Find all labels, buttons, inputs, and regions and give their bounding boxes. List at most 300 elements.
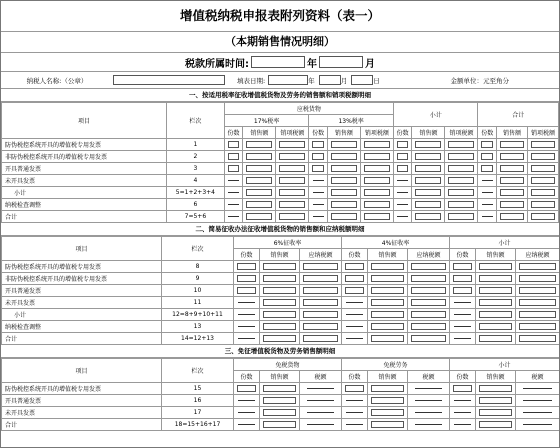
s1-cell-5-3 <box>309 199 328 211</box>
s2-cell-5-3 <box>342 321 368 333</box>
s3-cell-0-0-input[interactable] <box>237 385 256 392</box>
s2-cell-1-8 <box>516 273 560 285</box>
s1-cell-1-11-input[interactable] <box>531 153 555 160</box>
s1-cell-4-6-dash <box>397 192 408 193</box>
s1-cell-4-0 <box>224 187 243 199</box>
s2-cell-6-1-input[interactable] <box>263 335 296 342</box>
s1-cell-6-8-input[interactable] <box>448 213 474 220</box>
s1-cell-3-11 <box>527 175 558 187</box>
s1-cell-2-8-input[interactable] <box>448 165 474 172</box>
s1-cell-6-5-input[interactable] <box>364 213 390 220</box>
s3-cell-0-7-input[interactable] <box>479 385 512 392</box>
s1-row-col: 5=1+2+3+4 <box>167 187 225 199</box>
s2-cell-4-0 <box>234 309 260 321</box>
s2-cell-5-4-input[interactable] <box>371 323 404 330</box>
s1-cell-3-10 <box>497 175 528 187</box>
s1-cell-2-4-input[interactable] <box>331 165 357 172</box>
s2-cell-4-6-dash <box>454 314 470 315</box>
s2-cell-0-1-input[interactable] <box>263 263 296 270</box>
s2-cell-0-4 <box>368 261 408 273</box>
s2-cell-1-4 <box>368 273 408 285</box>
s3-cell-1-4-input[interactable] <box>371 397 404 404</box>
taxpayer-label: 纳税人名称:（公章） <box>26 76 88 85</box>
s2-cell-1-4-input[interactable] <box>371 275 404 282</box>
s2-cell-5-5-input[interactable] <box>411 323 446 330</box>
s1-cell-1-8 <box>445 151 478 163</box>
s1-cell-0-10-input[interactable] <box>500 141 524 148</box>
s2-cell-1-8-input[interactable] <box>519 275 556 282</box>
table-row <box>2 297 560 309</box>
s2-sub-2-2: 应纳税额 <box>516 249 560 261</box>
s2-cell-3-4 <box>368 297 408 309</box>
s1-cell-4-5-input[interactable] <box>364 189 390 196</box>
s1-cell-0-3-input[interactable] <box>312 141 324 148</box>
table-row <box>2 309 560 321</box>
s2-cell-4-1-input[interactable] <box>263 311 296 318</box>
s1-cell-1-10-input[interactable] <box>500 153 524 160</box>
s1-head-col: 栏次 <box>167 103 225 139</box>
s3-head-goods: 免税货物 <box>234 359 342 371</box>
s3-cell-1-5 <box>408 395 450 407</box>
s3-sub-1-1: 销售额 <box>368 371 408 383</box>
s1-cell-2-2-input[interactable] <box>279 165 305 172</box>
s1-cell-6-10-input[interactable] <box>500 213 524 220</box>
s2-cell-2-4 <box>368 285 408 297</box>
s3-cell-1-2-dash <box>307 400 334 401</box>
s1-cell-3-7-input[interactable] <box>415 177 441 184</box>
s1-cell-4-8-input[interactable] <box>448 189 474 196</box>
s2-sub-2-0: 份数 <box>450 249 476 261</box>
s2-sub-2-1: 销售额 <box>476 249 516 261</box>
s2-cell-1-5-input[interactable] <box>411 275 446 282</box>
s3-cell-0-1 <box>260 383 300 395</box>
s1-cell-3-11-input[interactable] <box>531 177 555 184</box>
date-year-input[interactable] <box>268 75 308 85</box>
s2-cell-5-1-input[interactable] <box>263 323 296 330</box>
s1-cell-0-0 <box>224 139 243 151</box>
s1-cell-4-11-input[interactable] <box>531 189 555 196</box>
s3-cell-2-0 <box>234 407 260 419</box>
s1-cell-5-7-input[interactable] <box>415 201 441 208</box>
s2-cell-2-1 <box>260 285 300 297</box>
s1-cell-2-11 <box>527 163 558 175</box>
s1-row-label: 小计 <box>2 187 167 199</box>
s1-cell-1-0-input[interactable] <box>228 153 240 160</box>
s2-cell-5-7-input[interactable] <box>479 323 512 330</box>
s1-sub-0-2: 销项税额 <box>276 127 309 139</box>
s3-cell-2-5 <box>408 407 450 419</box>
s1-cell-6-1-input[interactable] <box>246 213 272 220</box>
date-day-label: 日 <box>373 76 380 85</box>
s2-cell-2-0-input[interactable] <box>237 287 256 294</box>
s1-sub-3-2: 销项税额 <box>527 127 558 139</box>
s1-cell-6-9-dash <box>482 216 493 217</box>
s1-cell-1-6-input[interactable] <box>397 153 409 160</box>
s3-cell-0-3-input[interactable] <box>345 385 364 392</box>
s1-cell-1-9-input[interactable] <box>481 153 493 160</box>
s2-cell-0-0 <box>234 261 260 273</box>
s2-cell-3-7-input[interactable] <box>479 299 512 306</box>
s2-cell-3-2-input[interactable] <box>303 299 338 306</box>
s2-cell-2-1-input[interactable] <box>263 287 296 294</box>
s1-cell-6-7-input[interactable] <box>415 213 441 220</box>
s1-cell-2-5-input[interactable] <box>364 165 390 172</box>
s1-cell-4-1-input[interactable] <box>246 189 272 196</box>
s2-cell-4-5-input[interactable] <box>411 311 446 318</box>
s3-cell-0-5 <box>408 383 450 395</box>
s1-cell-2-1-input[interactable] <box>246 165 272 172</box>
s1-cell-3-4-input[interactable] <box>331 177 357 184</box>
date-month-label: 月 <box>340 76 348 85</box>
s1-cell-5-10-input[interactable] <box>500 201 524 208</box>
s1-sub-1-1: 销售额 <box>327 127 360 139</box>
s2-row-col: 12=8+9+10+11 <box>162 309 234 321</box>
s1-cell-5-2 <box>276 199 309 211</box>
s2-cell-3-4-input[interactable] <box>371 299 404 306</box>
s1-cell-3-9 <box>478 175 497 187</box>
s1-cell-0-9-input[interactable] <box>481 141 493 148</box>
s1-cell-3-6-dash <box>397 180 408 181</box>
section-1-title: 一、按适用税率征收增值税货物及劳务的销售额和销项税额明细 <box>1 89 559 102</box>
s1-cell-4-10-input[interactable] <box>500 189 524 196</box>
s3-cell-3-4-input[interactable] <box>371 421 404 428</box>
s1-cell-0-8-input[interactable] <box>448 141 474 148</box>
s2-cell-1-1-input[interactable] <box>263 275 296 282</box>
s2-cell-5-5 <box>408 321 450 333</box>
s1-cell-6-11-input[interactable] <box>531 213 555 220</box>
s2-cell-6-0-dash <box>238 338 254 339</box>
s1-cell-6-0 <box>224 211 243 223</box>
s1-cell-0-0-input[interactable] <box>228 141 240 148</box>
s2-cell-6-6 <box>450 333 476 345</box>
s2-cell-0-3 <box>342 261 368 273</box>
s2-cell-2-8-input[interactable] <box>519 287 556 294</box>
s2-cell-5-0 <box>234 321 260 333</box>
s1-cell-6-4 <box>327 211 360 223</box>
s3-cell-1-3-dash <box>346 400 362 401</box>
s3-sub-0-1: 销售额 <box>260 371 300 383</box>
s1-cell-2-10-input[interactable] <box>500 165 524 172</box>
s2-cell-4-4-input[interactable] <box>371 311 404 318</box>
s3-body <box>2 383 560 431</box>
s2-cell-3-5 <box>408 297 450 309</box>
section-1-table <box>1 102 559 223</box>
period-month-input[interactable] <box>319 56 363 68</box>
s1-cell-3-2-input[interactable] <box>279 177 305 184</box>
s1-cell-3-1-input[interactable] <box>246 177 272 184</box>
s1-cell-0-1-input[interactable] <box>246 141 272 148</box>
s2-cell-0-7 <box>476 261 516 273</box>
s2-cell-1-0-input[interactable] <box>237 275 256 282</box>
s1-cell-1-0 <box>224 151 243 163</box>
s3-cell-0-5-dash <box>415 388 442 389</box>
s1-head-total: 合计 <box>478 103 559 127</box>
s2-cell-4-8 <box>516 309 560 321</box>
s2-sub-0-2: 应纳税额 <box>300 249 342 261</box>
s1-cell-0-5-input[interactable] <box>364 141 390 148</box>
s1-cell-0-7-input[interactable] <box>415 141 441 148</box>
s2-cell-1-7 <box>476 273 516 285</box>
s2-cell-1-2-input[interactable] <box>303 275 338 282</box>
s1-cell-6-9 <box>478 211 497 223</box>
form-title: 增值税纳税申报表附列资料（表一） <box>1 1 559 32</box>
s2-cell-6-6-dash <box>454 338 470 339</box>
s1-cell-0-11-input[interactable] <box>531 141 555 148</box>
s2-cell-4-8-input[interactable] <box>519 311 556 318</box>
s1-cell-3-5-input[interactable] <box>364 177 390 184</box>
s1-cell-0-8 <box>445 139 478 151</box>
s3-sub-2-1: 销售额 <box>476 371 516 383</box>
s2-cell-6-4-input[interactable] <box>371 335 404 342</box>
s3-cell-1-1 <box>260 395 300 407</box>
s2-cell-5-3-dash <box>346 326 362 327</box>
s3-cell-3-3 <box>342 419 368 431</box>
s1-cell-5-11-input[interactable] <box>531 201 555 208</box>
table-row <box>2 285 560 297</box>
s3-cell-3-4 <box>368 419 408 431</box>
s1-cell-3-8-input[interactable] <box>448 177 474 184</box>
s1-row-col: 4 <box>167 175 225 187</box>
s1-cell-4-0-dash <box>228 192 239 193</box>
s2-cell-6-5-input[interactable] <box>411 335 446 342</box>
s2-cell-3-1-input[interactable] <box>263 299 296 306</box>
table-row <box>2 395 560 407</box>
s3-cell-1-2 <box>300 395 342 407</box>
s1-cell-1-5 <box>360 151 393 163</box>
s2-cell-0-8-input[interactable] <box>519 263 556 270</box>
section-2-table <box>1 236 560 345</box>
s2-cell-1-3-input[interactable] <box>345 275 364 282</box>
s2-cell-0-8 <box>516 261 560 273</box>
s1-cell-0-4-input[interactable] <box>331 141 357 148</box>
s2-cell-0-0-input[interactable] <box>237 263 256 270</box>
s3-cell-3-1-input[interactable] <box>263 421 296 428</box>
s1-cell-1-4-input[interactable] <box>331 153 357 160</box>
s1-cell-5-5-input[interactable] <box>364 201 390 208</box>
s3-sub-2-0: 份数 <box>450 371 476 383</box>
s2-cell-5-6 <box>450 321 476 333</box>
s3-cell-2-4-input[interactable] <box>371 409 404 416</box>
period-year-input[interactable] <box>251 56 305 68</box>
s1-head-item: 项目 <box>2 103 167 139</box>
s1-cell-5-8-input[interactable] <box>448 201 474 208</box>
s2-cell-4-2 <box>300 309 342 321</box>
tax-period-row <box>1 53 559 72</box>
s1-cell-0-6-input[interactable] <box>397 141 409 148</box>
section-3-table <box>1 358 560 431</box>
s3-sub-0-2: 税额 <box>300 371 342 383</box>
s2-cell-6-7-input[interactable] <box>479 335 512 342</box>
s1-cell-6-0-dash <box>228 216 239 217</box>
s2-cell-0-6 <box>450 261 476 273</box>
table-row <box>2 261 560 273</box>
s1-cell-5-1-input[interactable] <box>246 201 272 208</box>
s2-cell-6-8-input[interactable] <box>519 335 556 342</box>
s1-cell-3-6 <box>393 175 412 187</box>
s2-cell-3-5-input[interactable] <box>411 299 446 306</box>
s2-cell-2-3-input[interactable] <box>345 287 364 294</box>
s2-row-label: 非防伪税控系统开具的增值税专用发票 <box>2 273 162 285</box>
s3-cell-0-1-input[interactable] <box>263 385 296 392</box>
s3-head-item: 项目 <box>2 359 162 383</box>
s3-cell-3-0 <box>234 419 260 431</box>
date-month-input[interactable] <box>319 75 341 85</box>
s2-cell-0-7-input[interactable] <box>479 263 512 270</box>
s3-cell-0-3 <box>342 383 368 395</box>
s2-cell-2-4-input[interactable] <box>371 287 404 294</box>
s2-cell-5-0-dash <box>238 326 254 327</box>
s1-cell-6-8 <box>445 211 478 223</box>
s1-cell-1-7-input[interactable] <box>415 153 441 160</box>
s2-cell-0-6-input[interactable] <box>453 263 472 270</box>
s2-cell-1-7-input[interactable] <box>479 275 512 282</box>
s2-cell-0-2-input[interactable] <box>303 263 338 270</box>
table-row <box>2 199 559 211</box>
s2-cell-3-0-dash <box>238 302 254 303</box>
s2-cell-6-3-dash <box>346 338 362 339</box>
s1-row-col: 6 <box>167 199 225 211</box>
s1-cell-5-0 <box>224 199 243 211</box>
s2-sub-1-1: 销售额 <box>368 249 408 261</box>
s1-cell-2-7-input[interactable] <box>415 165 441 172</box>
s2-cell-2-0 <box>234 285 260 297</box>
s2-head-item: 项目 <box>2 237 162 261</box>
table-row <box>2 139 559 151</box>
s1-cell-2-11-input[interactable] <box>531 165 555 172</box>
s1-cell-1-2 <box>276 151 309 163</box>
s1-cell-4-4-input[interactable] <box>331 189 357 196</box>
s3-cell-3-8-dash <box>523 424 552 425</box>
s1-cell-0-2-input[interactable] <box>279 141 305 148</box>
s1-cell-2-3-input[interactable] <box>312 165 324 172</box>
s1-cell-0-11 <box>527 139 558 151</box>
s3-cell-3-7-input[interactable] <box>479 421 512 428</box>
s3-cell-3-7 <box>476 419 516 431</box>
s2-cell-2-6 <box>450 285 476 297</box>
s1-cell-1-2-input[interactable] <box>279 153 305 160</box>
s2-cell-3-8 <box>516 297 560 309</box>
s2-cell-5-2-input[interactable] <box>303 323 338 330</box>
s3-cell-0-7 <box>476 383 516 395</box>
s2-cell-0-3-input[interactable] <box>345 263 364 270</box>
s3-cell-2-1 <box>260 407 300 419</box>
s1-cell-4-3 <box>309 187 328 199</box>
s1-cell-2-9-input[interactable] <box>481 165 493 172</box>
s3-cell-2-4 <box>368 407 408 419</box>
s3-sub-1-2: 税额 <box>408 371 450 383</box>
s1-cell-4-9-dash <box>482 192 493 193</box>
s2-cell-5-8-input[interactable] <box>519 323 556 330</box>
s2-cell-3-2 <box>300 297 342 309</box>
s2-head-rate2: 4%征收率 <box>342 237 450 249</box>
s2-cell-1-0 <box>234 273 260 285</box>
s2-cell-4-7-input[interactable] <box>479 311 512 318</box>
s1-cell-4-7-input[interactable] <box>415 189 441 196</box>
s1-cell-1-10 <box>497 151 528 163</box>
s3-cell-3-2-dash <box>307 424 334 425</box>
s1-cell-4-11 <box>527 187 558 199</box>
s3-cell-3-2 <box>300 419 342 431</box>
s2-cell-1-3 <box>342 273 368 285</box>
s1-cell-6-1 <box>243 211 276 223</box>
s2-cell-2-7-input[interactable] <box>479 287 512 294</box>
taxpayer-name-input[interactable] <box>113 75 225 85</box>
s1-cell-1-1-input[interactable] <box>246 153 272 160</box>
s1-cell-6-2-input[interactable] <box>279 213 305 220</box>
section-2-title: 二、简易征收办法征收增值税货物的销售额和应纳税额明细 <box>1 223 559 236</box>
s2-cell-2-6-input[interactable] <box>453 287 472 294</box>
s1-cell-5-6 <box>393 199 412 211</box>
s2-cell-6-2 <box>300 333 342 345</box>
s2-cell-2-5-input[interactable] <box>411 287 446 294</box>
s2-sub-1-0: 份数 <box>342 249 368 261</box>
s1-cell-6-2 <box>276 211 309 223</box>
s2-cell-1-6-input[interactable] <box>453 275 472 282</box>
s2-row-col: 13 <box>162 321 234 333</box>
s1-cell-6-4-input[interactable] <box>331 213 357 220</box>
s1-cell-3-10-input[interactable] <box>500 177 524 184</box>
s3-cell-1-1-input[interactable] <box>263 397 296 404</box>
s1-sub-1-0: 份数 <box>309 127 328 139</box>
date-day-input[interactable] <box>351 75 373 85</box>
s3-cell-0-4-input[interactable] <box>371 385 404 392</box>
s3-cell-1-0-dash <box>238 400 254 401</box>
s2-head-sub: 小计 <box>450 237 560 249</box>
s2-cell-4-4 <box>368 309 408 321</box>
s1-cell-1-8-input[interactable] <box>448 153 474 160</box>
s1-cell-1-3-input[interactable] <box>312 153 324 160</box>
s1-cell-0-10 <box>497 139 528 151</box>
s1-row-label: 防伪税控系统开具的增值税专用发票 <box>2 139 167 151</box>
s2-cell-4-2-input[interactable] <box>303 311 338 318</box>
s1-row-col: 2 <box>167 151 225 163</box>
s1-cell-2-0-input[interactable] <box>228 165 240 172</box>
s3-cell-2-8 <box>516 407 560 419</box>
s1-cell-2-1 <box>243 163 276 175</box>
s1-row-label: 非防伪税控系统开具的增值税专用发票 <box>2 151 167 163</box>
s3-cell-0-6-input[interactable] <box>453 385 472 392</box>
s3-cell-2-0-dash <box>238 412 254 413</box>
s1-cell-3-3-dash <box>313 180 324 181</box>
s2-body <box>2 261 560 345</box>
s2-cell-0-5-input[interactable] <box>411 263 446 270</box>
s3-head-service: 免税劳务 <box>342 359 450 371</box>
s1-sub-2-0: 份数 <box>393 127 412 139</box>
s1-cell-4-1 <box>243 187 276 199</box>
s1-cell-4-2-input[interactable] <box>279 189 305 196</box>
s1-cell-5-4-input[interactable] <box>331 201 357 208</box>
s3-cell-2-7-input[interactable] <box>479 409 512 416</box>
s2-cell-6-2-input[interactable] <box>303 335 338 342</box>
s1-cell-5-10 <box>497 199 528 211</box>
s1-cell-1-5-input[interactable] <box>364 153 390 160</box>
s2-cell-0-4-input[interactable] <box>371 263 404 270</box>
section-3-title: 三、免征增值税货物及劳务销售额明细 <box>1 345 559 358</box>
s1-cell-2-6-input[interactable] <box>397 165 409 172</box>
s2-cell-3-8-input[interactable] <box>519 299 556 306</box>
s3-cell-1-5-dash <box>415 400 442 401</box>
s1-cell-6-5 <box>360 211 393 223</box>
period-year-label: 年 <box>307 58 317 70</box>
s2-cell-2-2-input[interactable] <box>303 287 338 294</box>
s1-cell-6-10 <box>497 211 528 223</box>
s3-cell-3-6-dash <box>454 424 470 425</box>
s1-cell-5-2-input[interactable] <box>279 201 305 208</box>
s2-cell-2-7 <box>476 285 516 297</box>
s2-cell-1-6 <box>450 273 476 285</box>
s3-cell-2-1-input[interactable] <box>263 409 296 416</box>
s3-cell-1-7-input[interactable] <box>479 397 512 404</box>
